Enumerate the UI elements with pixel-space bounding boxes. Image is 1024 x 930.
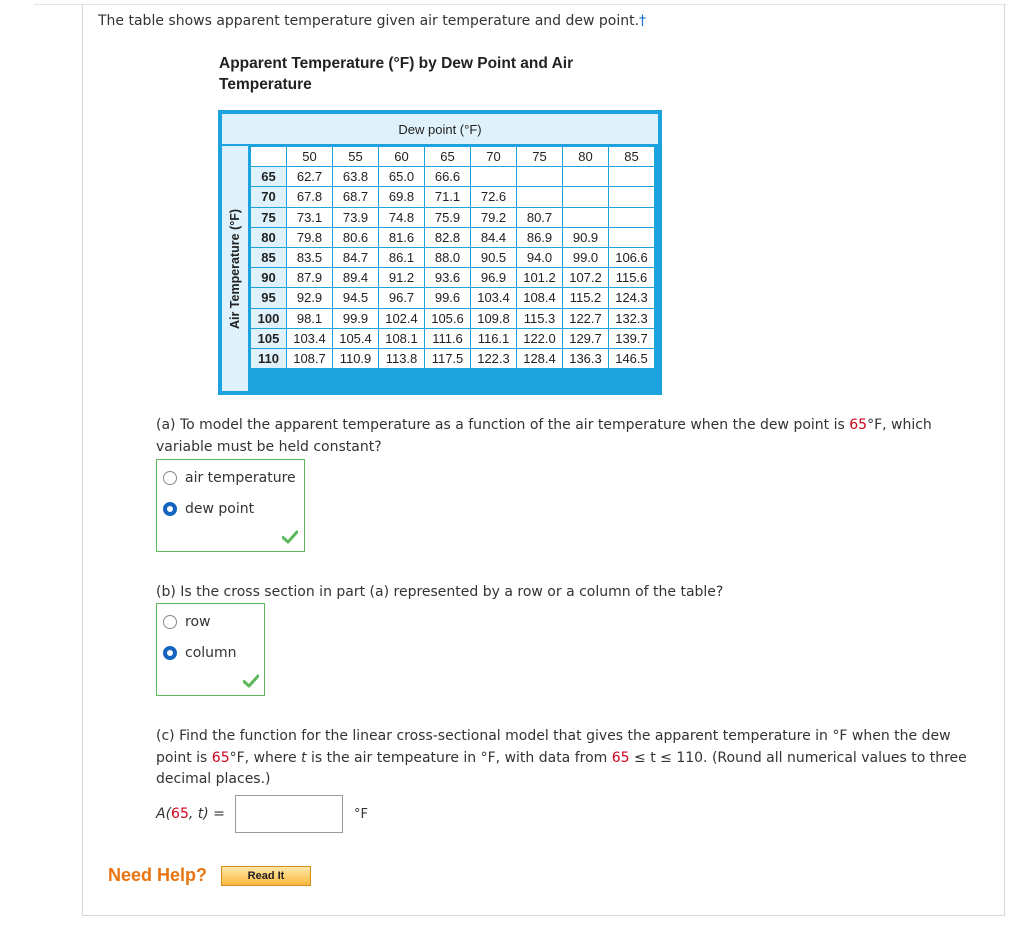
table-cell: 110.9 bbox=[333, 348, 379, 368]
table-cell: 122.7 bbox=[563, 308, 609, 328]
table-cell: 108.7 bbox=[287, 348, 333, 368]
table-cell: 65.0 bbox=[379, 167, 425, 187]
part-c-prefix: (c) Find the function for the linear cross-sectional model that gives the apparent temperature in °F when the dew point is bbox=[156, 728, 951, 766]
dew-point-column-header: 55 bbox=[333, 147, 379, 167]
intro-text bbox=[98, 13, 646, 29]
intro-sentence: The table shows apparent temperature given air temperature and dew point. bbox=[98, 13, 640, 29]
table-cell: 87.9 bbox=[287, 268, 333, 288]
table-cell: 113.8 bbox=[379, 348, 425, 368]
table-cell: 109.8 bbox=[471, 308, 517, 328]
table-cell: 81.6 bbox=[379, 227, 425, 247]
table-cell: 68.7 bbox=[333, 187, 379, 207]
temperature-grid bbox=[250, 146, 655, 369]
table-cell: 99.0 bbox=[563, 247, 609, 267]
part-a-options bbox=[156, 459, 305, 552]
table-cell bbox=[517, 187, 563, 207]
table-corner-cell bbox=[251, 147, 287, 167]
table-cell: 89.4 bbox=[333, 268, 379, 288]
table-cell: 73.1 bbox=[287, 207, 333, 227]
part-c-dew-value: 65 bbox=[211, 749, 230, 766]
table-cell: 86.1 bbox=[379, 247, 425, 267]
table-row bbox=[251, 207, 655, 227]
table-cell: 139.7 bbox=[609, 328, 655, 348]
dew-point-column-header: 60 bbox=[379, 147, 425, 167]
table-row bbox=[251, 288, 655, 308]
part-c-range-low: 65 bbox=[611, 749, 630, 766]
table-cell bbox=[471, 167, 517, 187]
table-cell: 96.7 bbox=[379, 288, 425, 308]
table-cell: 94.0 bbox=[517, 247, 563, 267]
table-cell bbox=[517, 167, 563, 187]
dew-point-column-header: 85 bbox=[609, 147, 655, 167]
table-cell: 122.0 bbox=[517, 328, 563, 348]
table-cell: 80.6 bbox=[333, 227, 379, 247]
table-cell: 102.4 bbox=[379, 308, 425, 328]
answer-label-value: 65 bbox=[171, 806, 189, 822]
option-dew-point[interactable] bbox=[163, 501, 254, 517]
part-c-mid1: °F, where bbox=[229, 749, 302, 766]
air-temperature-row-header: 80 bbox=[251, 227, 287, 247]
table-row bbox=[251, 348, 655, 368]
option-air-temperature[interactable] bbox=[163, 470, 296, 486]
table-cell: 69.8 bbox=[379, 187, 425, 207]
dagger-footnote-link[interactable]: † bbox=[639, 13, 647, 29]
table-cell: 90.9 bbox=[563, 227, 609, 247]
table-cell: 117.5 bbox=[425, 348, 471, 368]
apparent-temperature-table bbox=[218, 110, 662, 395]
table-cell: 67.8 bbox=[287, 187, 333, 207]
table-cell: 122.3 bbox=[471, 348, 517, 368]
option-dew-point-label: dew point bbox=[185, 501, 255, 517]
air-temperature-row-header: 90 bbox=[251, 268, 287, 288]
table-cell: 86.9 bbox=[517, 227, 563, 247]
table-row bbox=[251, 167, 655, 187]
table-cell bbox=[563, 207, 609, 227]
correct-check-icon bbox=[282, 530, 298, 544]
table-cell: 128.4 bbox=[517, 348, 563, 368]
air-temperature-row-header: 105 bbox=[251, 328, 287, 348]
part-c-var-t: t bbox=[301, 749, 307, 766]
air-temperature-row-header: 85 bbox=[251, 247, 287, 267]
air-temperature-header-label: Air Temperature (°F) bbox=[228, 208, 242, 329]
table-cell bbox=[609, 227, 655, 247]
dew-point-header bbox=[222, 114, 658, 144]
table-cell: 90.5 bbox=[471, 247, 517, 267]
part-b-question: (b) Is the cross section in part (a) represented by a row or a column of the table? bbox=[156, 584, 724, 600]
dew-point-header-label: Dew point (°F) bbox=[398, 122, 482, 137]
part-c-range-mid: ≤ t ≤ 110. bbox=[629, 749, 708, 766]
table-cell bbox=[563, 187, 609, 207]
part-c-question bbox=[156, 726, 986, 791]
table-cell: 73.9 bbox=[333, 207, 379, 227]
table-cell: 63.8 bbox=[333, 167, 379, 187]
table-cell bbox=[563, 167, 609, 187]
table-cell: 146.5 bbox=[609, 348, 655, 368]
table-row bbox=[251, 308, 655, 328]
table-cell bbox=[609, 207, 655, 227]
table-cell bbox=[609, 187, 655, 207]
option-air-temperature-label: air temperature bbox=[185, 470, 296, 486]
table-cell: 79.2 bbox=[471, 207, 517, 227]
table-row bbox=[251, 227, 655, 247]
dew-point-column-header: 50 bbox=[287, 147, 333, 167]
table-cell: 84.7 bbox=[333, 247, 379, 267]
table-cell: 101.2 bbox=[517, 268, 563, 288]
table-cell: 79.8 bbox=[287, 227, 333, 247]
table-cell: 74.8 bbox=[379, 207, 425, 227]
table-cell: 115.2 bbox=[563, 288, 609, 308]
table-cell: 103.4 bbox=[471, 288, 517, 308]
table-cell: 105.6 bbox=[425, 308, 471, 328]
air-temperature-row-header: 100 bbox=[251, 308, 287, 328]
option-row[interactable] bbox=[163, 614, 210, 630]
table-cell: 116.1 bbox=[471, 328, 517, 348]
table-cell: 84.4 bbox=[471, 227, 517, 247]
read-it-button[interactable]: Read It bbox=[221, 866, 311, 886]
option-row-label: row bbox=[185, 614, 211, 630]
table-cell: 83.5 bbox=[287, 247, 333, 267]
table-cell: 103.4 bbox=[287, 328, 333, 348]
table-cell: 94.5 bbox=[333, 288, 379, 308]
part-c-mid2: is the air tempeature in °F, with data from bbox=[306, 749, 612, 766]
answer-unit: °F bbox=[354, 807, 368, 822]
part-a-suffix: °F, which variable must be held constant? bbox=[156, 417, 932, 455]
air-temperature-row-header: 65 bbox=[251, 167, 287, 187]
table-cell: 72.6 bbox=[471, 187, 517, 207]
dew-point-column-header: 70 bbox=[471, 147, 517, 167]
table-cell: 93.6 bbox=[425, 268, 471, 288]
answer-input[interactable] bbox=[235, 795, 343, 833]
table-row bbox=[251, 268, 655, 288]
air-temperature-header bbox=[222, 146, 248, 391]
radio-dew-point[interactable] bbox=[163, 502, 177, 516]
table-cell: 66.6 bbox=[425, 167, 471, 187]
option-column-label: column bbox=[185, 645, 237, 661]
table-cell: 107.2 bbox=[563, 268, 609, 288]
air-temperature-row-header: 110 bbox=[251, 348, 287, 368]
table-cell: 124.3 bbox=[609, 288, 655, 308]
air-temperature-row-header: 95 bbox=[251, 288, 287, 308]
table-cell: 99.9 bbox=[333, 308, 379, 328]
table-cell: 99.6 bbox=[425, 288, 471, 308]
table-cell: 111.6 bbox=[425, 328, 471, 348]
answer-label bbox=[156, 806, 225, 822]
answer-label-a: A( bbox=[156, 806, 172, 822]
part-a-value: 65 bbox=[849, 417, 868, 433]
dew-point-column-header: 65 bbox=[425, 147, 471, 167]
table-cell: 71.1 bbox=[425, 187, 471, 207]
table-cell: 75.9 bbox=[425, 207, 471, 227]
table-cell: 108.1 bbox=[379, 328, 425, 348]
need-help-label: Need Help? bbox=[108, 865, 208, 885]
dew-point-column-header: 75 bbox=[517, 147, 563, 167]
part-b-options bbox=[156, 603, 265, 696]
table-cell: 80.7 bbox=[517, 207, 563, 227]
table-cell bbox=[609, 167, 655, 187]
table-cell: 115.6 bbox=[609, 268, 655, 288]
table-cell: 92.9 bbox=[287, 288, 333, 308]
radio-column[interactable] bbox=[163, 646, 177, 660]
correct-check-icon bbox=[243, 674, 259, 688]
air-temperature-row-header: 70 bbox=[251, 187, 287, 207]
answer-label-rest: , t) = bbox=[188, 806, 225, 822]
table-cell: 105.4 bbox=[333, 328, 379, 348]
table-cell: 91.2 bbox=[379, 268, 425, 288]
table-cell: 108.4 bbox=[517, 288, 563, 308]
table-cell: 82.8 bbox=[425, 227, 471, 247]
table-cell: 96.9 bbox=[471, 268, 517, 288]
table-cell: 136.3 bbox=[563, 348, 609, 368]
table-row bbox=[251, 187, 655, 207]
radio-air-temperature[interactable] bbox=[163, 471, 177, 485]
figure-title: Apparent Temperature (°F) by Dew Point and Air Temperature bbox=[219, 55, 574, 93]
table-row bbox=[251, 328, 655, 348]
dew-point-column-header: 80 bbox=[563, 147, 609, 167]
table-cell: 88.0 bbox=[425, 247, 471, 267]
part-a-prefix: (a) To model the apparent temperature as a function of the air temperature when the dew point is bbox=[156, 417, 850, 433]
radio-row[interactable] bbox=[163, 615, 177, 629]
table-cell: 98.1 bbox=[287, 308, 333, 328]
table-cell: 106.6 bbox=[609, 247, 655, 267]
part-a-question bbox=[156, 415, 986, 458]
option-column[interactable] bbox=[163, 645, 237, 661]
table-cell: 115.3 bbox=[517, 308, 563, 328]
table-cell: 129.7 bbox=[563, 328, 609, 348]
table-cell: 62.7 bbox=[287, 167, 333, 187]
part-c-tail: (Round all numerical values to three decimal places.) bbox=[156, 749, 967, 787]
table-cell: 132.3 bbox=[609, 308, 655, 328]
table-row bbox=[251, 247, 655, 267]
air-temperature-row-header: 75 bbox=[251, 207, 287, 227]
